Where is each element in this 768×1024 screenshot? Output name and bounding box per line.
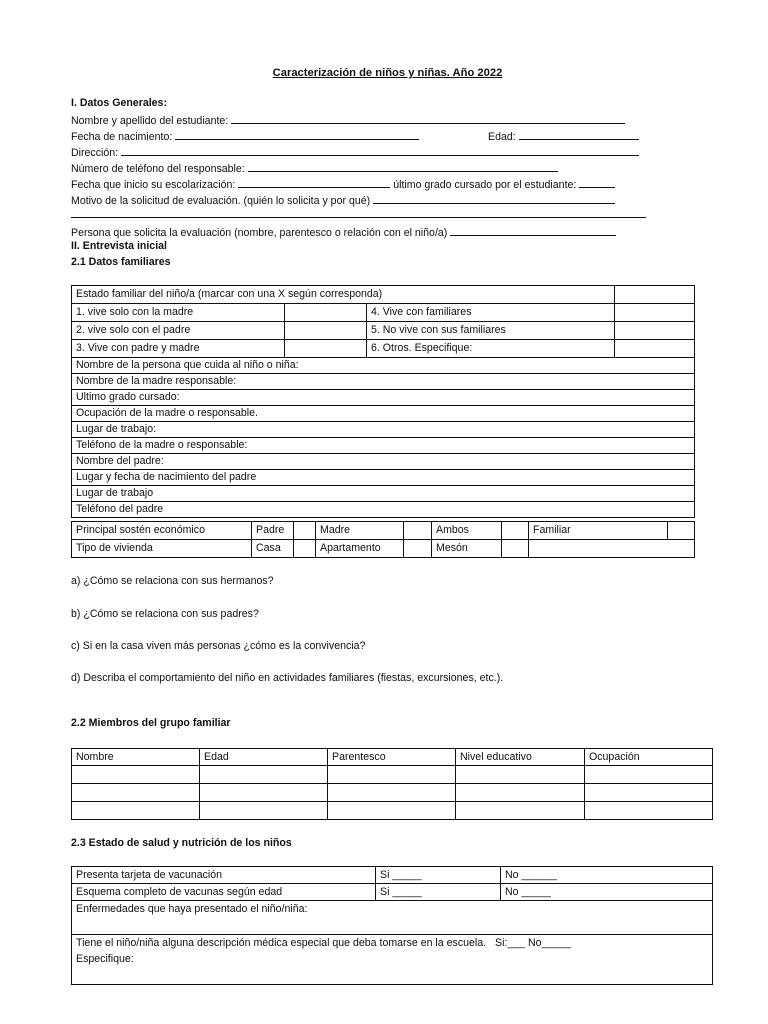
question-hermanos: a) ¿Cómo se relaciona con sus hermanos? <box>71 575 274 587</box>
column-header-parentesco: Parentesco <box>328 749 456 766</box>
table-cell[interactable] <box>456 766 585 784</box>
fecha-inicio-row <box>71 178 615 191</box>
fecha-inicio-field[interactable] <box>238 178 390 188</box>
sosten-madre: Madre <box>316 522 404 540</box>
especifique-label: Especifique: <box>76 953 134 965</box>
miembros-table <box>71 748 713 820</box>
column-header-edad: Edad <box>200 749 328 766</box>
table-row <box>72 390 695 406</box>
vivienda-apartamento: Apartamento <box>316 540 404 558</box>
salud-heading: 2.3 Estado de salud y nutrición de los niños <box>71 837 292 849</box>
sosten-vivienda-table <box>71 521 695 558</box>
vivienda-apartamento-mark[interactable] <box>404 540 432 558</box>
table-row <box>72 374 695 390</box>
vacunacion-label: Presenta tarjeta de vacunación <box>72 867 376 884</box>
salud-table <box>71 866 713 985</box>
vivienda-casa: Casa <box>252 540 294 558</box>
table-row <box>72 802 713 820</box>
telefono-label: Número de teléfono del responsable: <box>71 163 245 175</box>
lugar-trabajo-madre-field[interactable]: Lugar de trabajo: <box>72 422 695 438</box>
question-convivencia: c) Si en la casa viven más personas ¿cómo es la convivencia? <box>71 640 366 652</box>
table-row <box>72 286 695 304</box>
option-vive-padre-mark[interactable] <box>285 322 367 340</box>
column-header-nivel: Nivel educativo <box>456 749 585 766</box>
esquema-si[interactable]: Si _____ <box>376 884 501 901</box>
telefono-madre-field[interactable]: Teléfono de la madre o responsable: <box>72 438 695 454</box>
table-row <box>72 901 713 935</box>
descripcion-medica-label: Tiene el niño/niña alguna descripción médica especial que deba tomarse en la escuela. <box>76 937 487 949</box>
table-cell[interactable] <box>585 766 713 784</box>
sosten-ambos-mark[interactable] <box>502 522 529 540</box>
sosten-ambos: Ambos <box>432 522 502 540</box>
table-row <box>72 522 695 540</box>
descripcion-si-no[interactable]: Si:___ No_____ <box>495 937 572 949</box>
table-row <box>72 340 695 358</box>
option-padre-madre: 3. Vive con padre y madre <box>72 340 285 358</box>
fecha-nacimiento-label: Fecha de nacimiento: <box>71 131 173 143</box>
option-no-vive-familiares: 5. No vive con sus familiares <box>367 322 615 340</box>
table-row <box>72 867 713 884</box>
option-vive-padre: 2. vive solo con el padre <box>72 322 285 340</box>
enfermedades-field[interactable]: Enfermedades que haya presentado el niño/niña: <box>72 901 713 935</box>
option-padre-madre-mark[interactable] <box>285 340 367 358</box>
edad-label: Edad: <box>488 131 516 143</box>
table-cell[interactable] <box>72 784 200 802</box>
table-row <box>72 540 695 558</box>
edad-field[interactable] <box>519 130 639 140</box>
direccion-field[interactable] <box>121 146 639 156</box>
nombre-field[interactable] <box>231 114 625 124</box>
table-cell[interactable] <box>200 802 328 820</box>
madre-nombre-field[interactable]: Nombre de la madre responsable: <box>72 374 695 390</box>
persona-solicita-label: Persona que solicita la evaluación (nombre, parentesco o relación con el niño/a) <box>71 227 448 239</box>
nombre-label: Nombre y apellido del estudiante: <box>71 115 229 127</box>
miembros-header-row <box>72 749 713 766</box>
fecha-nacimiento-row <box>71 130 419 143</box>
sosten-padre: Padre <box>252 522 294 540</box>
option-no-vive-familiares-mark[interactable] <box>615 322 695 340</box>
padre-nacimiento-field[interactable]: Lugar y fecha de nacimiento del padre <box>72 470 695 486</box>
column-header-ocupacion: Ocupación <box>585 749 713 766</box>
motivo-field[interactable] <box>373 194 615 204</box>
vivienda-casa-mark[interactable] <box>294 540 316 558</box>
telefono-row <box>71 162 558 175</box>
table-row <box>72 470 695 486</box>
table-cell[interactable] <box>456 802 585 820</box>
table-cell[interactable] <box>72 766 200 784</box>
table-row <box>72 422 695 438</box>
datos-generales-heading: I. Datos Generales: <box>71 97 167 109</box>
column-header-nombre: Nombre <box>72 749 200 766</box>
telefono-field[interactable] <box>248 162 558 172</box>
question-comportamiento: d) Describa el comportamiento del niño en actividades familiares (fiestas, excursiones, etc.). <box>71 672 504 684</box>
sosten-familiar-mark[interactable] <box>668 522 695 540</box>
table-cell[interactable] <box>585 802 713 820</box>
sosten-label: Principal sostén económico <box>72 522 252 540</box>
ultimo-grado-madre-field[interactable]: Ultimo grado cursado: <box>72 390 695 406</box>
esquema-label: Esquema completo de vacunas según edad <box>72 884 376 901</box>
persona-solicita-row <box>71 226 616 239</box>
nombre-row <box>71 114 625 127</box>
datos-familiares-table <box>71 285 695 518</box>
option-otros-mark[interactable] <box>615 340 695 358</box>
edad-row <box>488 130 639 143</box>
table-cell[interactable] <box>328 766 456 784</box>
table-cell[interactable] <box>200 784 328 802</box>
vivienda-meson-mark[interactable] <box>502 540 529 558</box>
lugar-trabajo-padre-field[interactable]: Lugar de trabajo <box>72 486 695 502</box>
persona-cuida-field[interactable]: Nombre de la persona que cuida al niño o niña: <box>72 358 695 374</box>
table-cell[interactable] <box>72 802 200 820</box>
sosten-madre-mark[interactable] <box>404 522 432 540</box>
entrevista-heading: II. Entrevista inicial <box>71 240 167 252</box>
vacunacion-no[interactable]: No ______ <box>501 867 713 884</box>
motivo-label: Motivo de la solicitud de evaluación. (quién lo solicita y por qué) <box>71 195 371 207</box>
esquema-no[interactable]: No _____ <box>501 884 713 901</box>
miembros-heading: 2.2 Miembros del grupo familiar <box>71 717 231 729</box>
motivo-row <box>71 194 615 207</box>
direccion-label: Dirección: <box>71 147 119 159</box>
table-row <box>72 406 695 422</box>
table-row <box>72 322 695 340</box>
table-row <box>72 884 713 901</box>
vivienda-label: Tipo de vivienda <box>72 540 252 558</box>
table-cell[interactable] <box>456 784 585 802</box>
vacunacion-si[interactable]: Si _____ <box>376 867 501 884</box>
table-row <box>72 304 695 322</box>
estado-familiar-header: Estado familiar del niño/a (marcar con una X según corresponda) <box>72 286 615 304</box>
vivienda-meson: Mesón <box>432 540 502 558</box>
option-vive-madre: 1. vive solo con la madre <box>72 304 285 322</box>
table-row <box>72 438 695 454</box>
ocupacion-madre-field[interactable]: Ocupación de la madre o responsable. <box>72 406 695 422</box>
fecha-inicio-label: Fecha que inicio su escolarización: <box>71 179 236 191</box>
table-row <box>72 358 695 374</box>
option-vive-madre-mark[interactable] <box>285 304 367 322</box>
table-row <box>72 784 713 802</box>
table-cell[interactable] <box>328 802 456 820</box>
ultimo-grado-label: último grado cursado por el estudiante: <box>393 179 577 191</box>
table-cell[interactable] <box>585 784 713 802</box>
motivo-extra-line[interactable] <box>71 217 646 218</box>
table-row <box>72 486 695 502</box>
persona-solicita-field[interactable] <box>450 226 616 236</box>
sosten-padre-mark[interactable] <box>294 522 316 540</box>
table-cell[interactable] <box>328 784 456 802</box>
table-row <box>72 454 695 470</box>
option-vive-familiares: 4. Vive con familiares <box>367 304 615 322</box>
form-title: Caracterización de niños y niñas. Año 2022 <box>272 67 503 79</box>
question-padres: b) ¿Cómo se relaciona con sus padres? <box>71 608 259 620</box>
table-cell[interactable] <box>200 766 328 784</box>
direccion-row <box>71 146 639 159</box>
datos-familiares-heading: 2.1 Datos familiares <box>71 256 171 268</box>
table-row <box>72 766 713 784</box>
sosten-familiar: Familiar <box>529 522 668 540</box>
table-row <box>72 502 695 518</box>
option-otros: 6. Otros. Especifique: <box>367 340 615 358</box>
option-vive-familiares-mark[interactable] <box>615 304 695 322</box>
table-row <box>72 935 713 985</box>
padre-nombre-field[interactable]: Nombre del padre: <box>72 454 695 470</box>
vivienda-extra[interactable] <box>529 540 695 558</box>
ultimo-grado-field[interactable] <box>579 178 615 188</box>
telefono-padre-field[interactable]: Teléfono del padre <box>72 502 695 518</box>
descripcion-medica-field[interactable] <box>72 935 713 985</box>
estado-familiar-mark[interactable] <box>615 286 695 304</box>
fecha-nacimiento-field[interactable] <box>175 130 419 140</box>
